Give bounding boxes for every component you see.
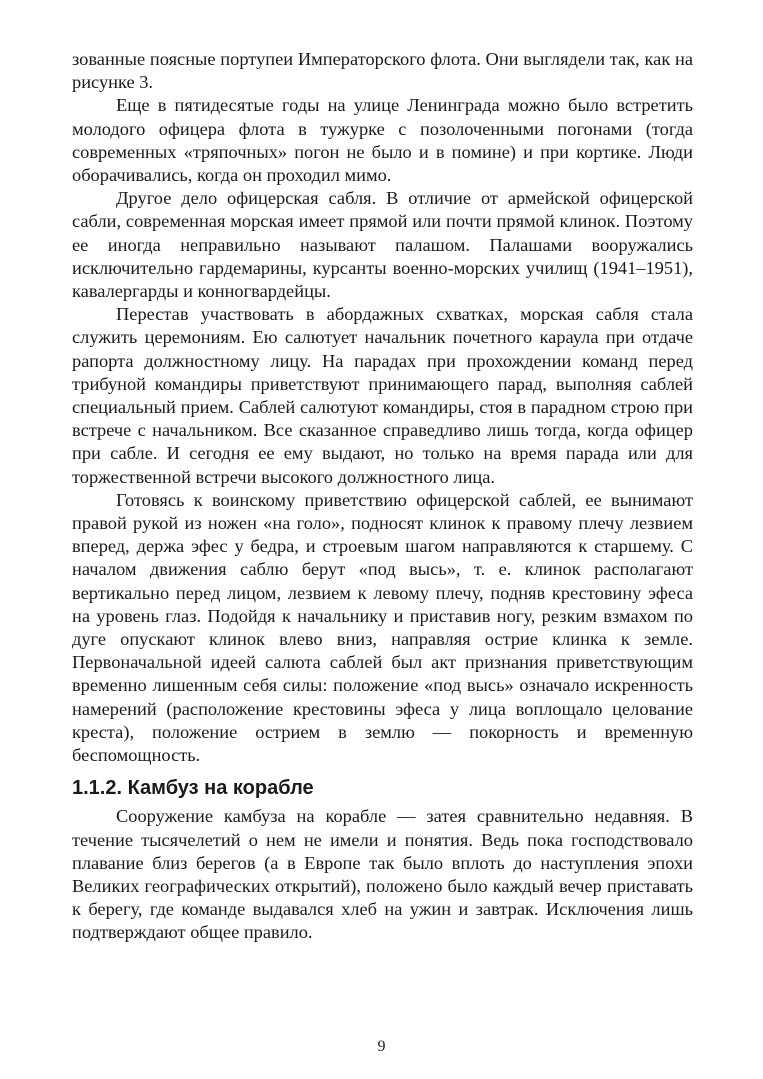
paragraph-officer-saber: Другое дело офицерская сабля. В отличие от армейской офицерской сабли, современная морская имеет прямой или почти прямой клинок. Поэтому ее иногда неправильно называют палашом. Палашами вооружались исключительно гардемарины, курсанты военно-морских училищ (1941–1951), кавалергарды и конногвардейцы.	[72, 188, 693, 302]
paragraph-continuation: зованные поясные портупеи Императорского флота. Они выглядели так, как на рисунке 3.	[72, 49, 693, 93]
page-number: 9	[377, 1038, 386, 1055]
paragraph-saber-salute: Готовясь к воинскому приветствию офицерской саблей, ее вынимают правой рукой из ножен «на голо», подносят клинок к правому плечу лезвием вперед, держа эфес у бедра, и строевым шагом направляются к старшему. С началом движения саблю берут «под высь», т. е. клинок располагают вертикально перед лицом, лезвием к левому плечу, подняв крестовину эфеса на уровень глаз. Подойдя к начальнику и приставив ногу, резким взмахом по дуге опускают клинок влево вниз, направляя острие клинка к земле. Первоначальной идеей салюта саблей был акт признания приветствующим временно лишенным себя силы: положение «под высь» означало искренность намерений (расположение крестовины эфеса у лица воплощало целование креста), положение острием в землю — покорность и временную беспомощность.	[72, 489, 693, 766]
page-content	[72, 48, 693, 945]
section-heading: 1.1.2. Камбуз на корабле	[72, 777, 314, 800]
paragraph-galley: Сооружение камбуза на корабле — затея сравнительно недавняя. В течение тысячелетий о нем не имели и понятия. Ведь пока господствовало плавание близ берегов (а в Европе так было вплоть до наступления эпохи Великих географических открытий), положено было каждый вечер приставать к берегу, где команде выдавался хлеб на ужин и завтрак. Исключения лишь подтверждают общее правило.	[72, 806, 693, 943]
paragraph-ceremonies: Перестав участвовать в абордажных схватках, морская сабля стала служить церемониям. Ею салютует начальник почетного караула при отдаче рапорта должностному лицу. На парадах при прохождении команд перед трибуной командиры приветствуют принимающего парад, выполняя саблей специальный прием. Саблей салютуют командиры, стоя в парадном строю при встрече с начальником. Все сказанное справедливо лишь тогда, когда офицер при сабле. И сегодня ее ему выдают, но только на время парада или для торжественной встречи высокого должностного лица.	[72, 304, 693, 487]
paragraph-leningrad-officer: Еще в пятидесятые годы на улице Ленинграда можно было встретить молодого офицера флота в тужурке с позолоченными погонами (тогда современных «тряпочных» погон не было и в помине) и при кортике. Люди оборачивались, когда он проходил мимо.	[72, 95, 693, 186]
